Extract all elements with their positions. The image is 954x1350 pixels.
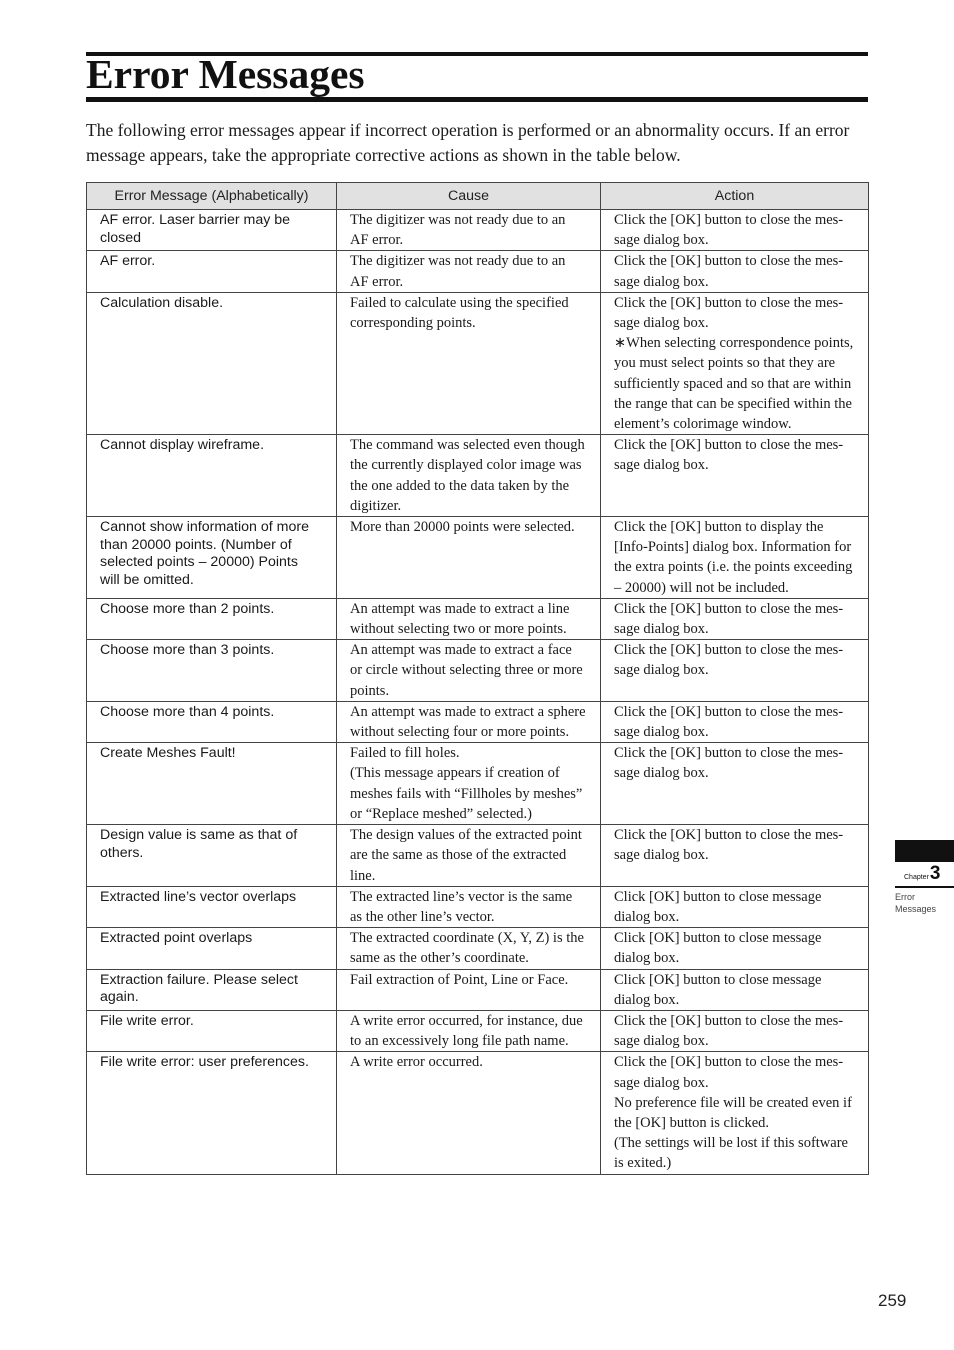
chapter-tab-rule xyxy=(895,886,954,888)
action-cell: Click the [OK] button to close the mes- sage dialog box. xyxy=(601,743,869,825)
header-cause: Cause xyxy=(337,183,601,210)
error-message-cell: Create Meshes Fault! xyxy=(87,743,337,825)
error-message-cell: Choose more than 3 points. xyxy=(87,640,337,702)
cause-cell: Failed to fill holes. (This message appears if creation of meshes fails with “Fillholes by meshes” or “Replace meshed” selected.) xyxy=(337,743,601,825)
error-message-cell: Extracted point overlaps xyxy=(87,928,337,969)
action-cell: Click [OK] button to close message dialog box. xyxy=(601,928,869,969)
table-row xyxy=(87,969,869,1010)
error-message-cell: AF error. Laser barrier may be closed xyxy=(87,210,337,251)
action-cell: Click the [OK] button to close the mes- sage dialog box. xyxy=(601,598,869,639)
chapter-label: Chapter xyxy=(904,874,929,881)
table-row xyxy=(87,886,869,927)
action-cell: Click the [OK] button to close the mes- sage dialog box. No preference file will be created even if the [OK] button is clicked. (The settings will be lost if this software is exited.) xyxy=(601,1052,869,1174)
error-message-cell: Cannot show information of more than 20000 points. (Number of selected points – 20000) Points will be omitted. xyxy=(87,517,337,599)
cause-cell: Fail extraction of Point, Line or Face. xyxy=(337,969,601,1010)
table-row xyxy=(87,435,869,517)
error-message-cell: Extraction failure. Please select again. xyxy=(87,969,337,1010)
table-row xyxy=(87,210,869,251)
table-header-row xyxy=(87,183,869,210)
chapter-indicator xyxy=(904,862,940,885)
table-row xyxy=(87,292,869,434)
title-bottom-rule xyxy=(86,97,868,102)
table-row xyxy=(87,251,869,292)
action-cell: Click the [OK] button to close the mes- sage dialog box. xyxy=(601,210,869,251)
error-messages-table xyxy=(86,182,869,1175)
action-cell: Click the [OK] button to close the mes- sage dialog box. xyxy=(601,435,869,517)
cause-cell: The extracted line’s vector is the same as the other line’s vector. xyxy=(337,886,601,927)
cause-cell: The command was selected even though the currently displayed color image was the one added to the data taken by the digitizer. xyxy=(337,435,601,517)
intro-paragraph: The following error messages appear if incorrect operation is performed or an abnormality occurs. If an error message appears, take the appropriate corrective actions as shown in the table below. xyxy=(86,120,850,165)
cause-cell: The extracted coordinate (X, Y, Z) is the same as the other’s coordinate. xyxy=(337,928,601,969)
cause-cell: More than 20000 points were selected. xyxy=(337,517,601,599)
cause-cell: An attempt was made to extract a line without selecting two or more points. xyxy=(337,598,601,639)
cause-cell: A write error occurred. xyxy=(337,1052,601,1174)
page-number: 259 xyxy=(878,1291,907,1310)
cause-cell: Failed to calculate using the specified corresponding points. xyxy=(337,292,601,434)
error-message-cell: Design value is same as that of others. xyxy=(87,825,337,887)
error-message-cell: AF error. xyxy=(87,251,337,292)
table-row xyxy=(87,598,869,639)
header-action: Action xyxy=(601,183,869,210)
error-message-cell: Cannot display wireframe. xyxy=(87,435,337,517)
action-cell: Click the [OK] button to close the mes- sage dialog box. ∗When selecting correspondence points, you must select points so that they are sufficiently spaced and so that are within the range that can be specified within the element’s colorimage window. xyxy=(601,292,869,434)
chapter-number: 3 xyxy=(929,863,941,884)
table-row xyxy=(87,743,869,825)
error-message-cell: File write error: user preferences. xyxy=(87,1052,337,1174)
chapter-section-label: Error Messages xyxy=(895,892,937,914)
header-error-message: Error Message (Alphabetically) xyxy=(87,183,337,210)
error-message-cell: File write error. xyxy=(87,1010,337,1051)
action-cell: Click the [OK] button to close the mes- sage dialog box. xyxy=(601,640,869,702)
table-row xyxy=(87,701,869,742)
chapter-tab-bar xyxy=(895,840,954,862)
action-cell: Click the [OK] button to close the mes- sage dialog box. xyxy=(601,701,869,742)
cause-cell: An attempt was made to extract a face or circle without selecting three or more points. xyxy=(337,640,601,702)
table-row xyxy=(87,640,869,702)
error-message-cell: Extracted line’s vector overlaps xyxy=(87,886,337,927)
action-cell: Click the [OK] button to close the mes- sage dialog box. xyxy=(601,251,869,292)
action-cell: Click the [OK] button to close the mes- sage dialog box. xyxy=(601,825,869,887)
error-message-cell: Calculation disable. xyxy=(87,292,337,434)
cause-cell: The digitizer was not ready due to an AF error. xyxy=(337,251,601,292)
table-body xyxy=(87,210,869,1175)
table-row xyxy=(87,1052,869,1174)
table-row xyxy=(87,825,869,887)
table-row xyxy=(87,928,869,969)
cause-cell: The digitizer was not ready due to an AF error. xyxy=(337,210,601,251)
error-message-cell: Choose more than 2 points. xyxy=(87,598,337,639)
action-cell: Click the [OK] button to display the [Info-Points] dialog box. Information for the extra points (i.e. the points exceeding – 20000) will not be included. xyxy=(601,517,869,599)
action-cell: Click [OK] button to close message dialog box. xyxy=(601,969,869,1010)
action-cell: Click [OK] button to close message dialog box. xyxy=(601,886,869,927)
error-message-cell: Choose more than 4 points. xyxy=(87,701,337,742)
table-row xyxy=(87,1010,869,1051)
cause-cell: An attempt was made to extract a sphere without selecting four or more points. xyxy=(337,701,601,742)
action-cell: Click the [OK] button to close the mes- sage dialog box. xyxy=(601,1010,869,1051)
page-title: Error Messages xyxy=(86,51,365,97)
table-row xyxy=(87,517,869,599)
cause-cell: A write error occurred, for instance, due to an excessively long file path name. xyxy=(337,1010,601,1051)
cause-cell: The design values of the extracted point are the same as those of the extracted line. xyxy=(337,825,601,887)
